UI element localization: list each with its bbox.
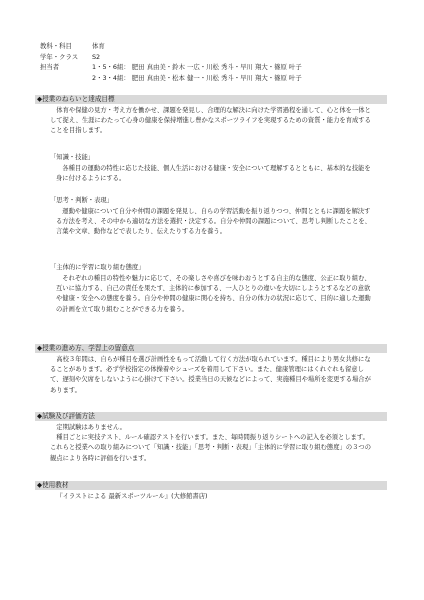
thinking-block — [56, 207, 375, 238]
teacher-line-2: 2・3・4組： 肥田 真由美・松本 健一・川松 秀斗・早川 翔大・篠原 叶子 — [92, 73, 302, 82]
attitude-block — [56, 274, 375, 315]
thinking-label: 「思考・判断・表現」 — [50, 197, 113, 204]
aims-intro-block — [50, 106, 375, 137]
exams-line-1: 定期試験はありません。 — [56, 424, 126, 431]
knowledge-block — [56, 164, 375, 184]
knowledge-text: 各種目の運動の特性に応じた技能、個人生活における健康・安全について理解するとともに、基本的な技能を身に付けるようにする。 — [56, 165, 371, 183]
attitude-label: 「主体的に学習に取り組む態度」 — [50, 264, 145, 271]
textbook-heading: ◆使用教材 — [35, 481, 387, 490]
method-block — [50, 355, 375, 396]
subject-row — [40, 41, 380, 52]
grade-row — [40, 52, 380, 63]
method-heading: ◆授業の進め方、学習上の留意点 — [35, 344, 387, 353]
method-text: 高校３年間は、自らが種目を選び計画性をもって活動して行く方法が取られています。種目により男女共修になることがあります。必ず学校指定の体操着やシューズを着用して下さい。また、健康管理にはくれぐれも留意して、遅刻や欠席をしないように心掛けて下さい。授業当日の天候などによって、実施種目や場所を変更する場合があります。 — [50, 356, 371, 394]
exams-heading: ◆試験及び評価方法 — [35, 412, 387, 421]
teacher-key: 担当者 — [40, 63, 60, 71]
aims-heading: ◆授業のねらいと達成目標 — [35, 95, 387, 104]
grade-key: 学年・クラス — [40, 52, 79, 61]
aims-intro: 体育や保健の見方・考え方を働かせ、課題を発見し、合理的な解決に向けた学習過程を通して、心と体を一体として捉え、生涯にわたって心身の健康を保持増進し豊かなスポーツライフを実現するための資質・能力を育成することを目指します。 — [50, 107, 371, 135]
textbook-block — [50, 492, 375, 502]
grade-value: S2 — [92, 52, 101, 61]
thinking-text: 運動や健康について自分や仲間の課題を発見し、自らの学習活動を振り返りつつ、仲間とともに課題を解決する方法を考え、その中から適切な方法を選択・決定する。自分や仲間の課題について、思考し判断したことを、言葉や文章、動作などで表したり、伝えたりする力を養う。 — [56, 208, 371, 236]
knowledge-label: 「知識・技能」 — [50, 154, 95, 161]
exams-text: 種目ごとに実技テスト、ルール確認テストを行います。また、毎時間振り返りシートへの記入を必須とします。これらと授業への取り組みについて「知識・技能」「思考・判断・表現」「主体的に学習に取り組む態度」の３つの観点により各時に評価を行います。 — [50, 434, 372, 462]
subject-key: 教科・科目 — [40, 42, 72, 50]
textbook-text: 『イラストによる 最新スポーツルール』(大修館書店) — [56, 493, 208, 500]
teacher-row — [40, 62, 380, 73]
teacher-row-2 — [40, 73, 380, 84]
exams-block — [50, 423, 375, 464]
subject-value: 体育 — [92, 42, 105, 50]
attitude-text: それぞれの種目の特性や魅力に応じて、その楽しさや喜びを味わおうとする自主的な態度、公正に取り組む、互いに協力する、自己の責任を果たす、主体的に参加する、一人ひとりの違いを大切にしようとするなどの意欲や健康・安全への態度を養う。自分や仲間の健康に関心を持ち、自分の体力の状況に応じて、目的に適した運動の計画を立て取り組むことができる力を養う。 — [56, 275, 371, 313]
course-meta — [40, 41, 380, 83]
teacher-line-1: 1・5・6組： 肥田 真由美・鈴木 一広・川松 秀斗・早川 翔大・篠原 叶子 — [92, 63, 302, 71]
